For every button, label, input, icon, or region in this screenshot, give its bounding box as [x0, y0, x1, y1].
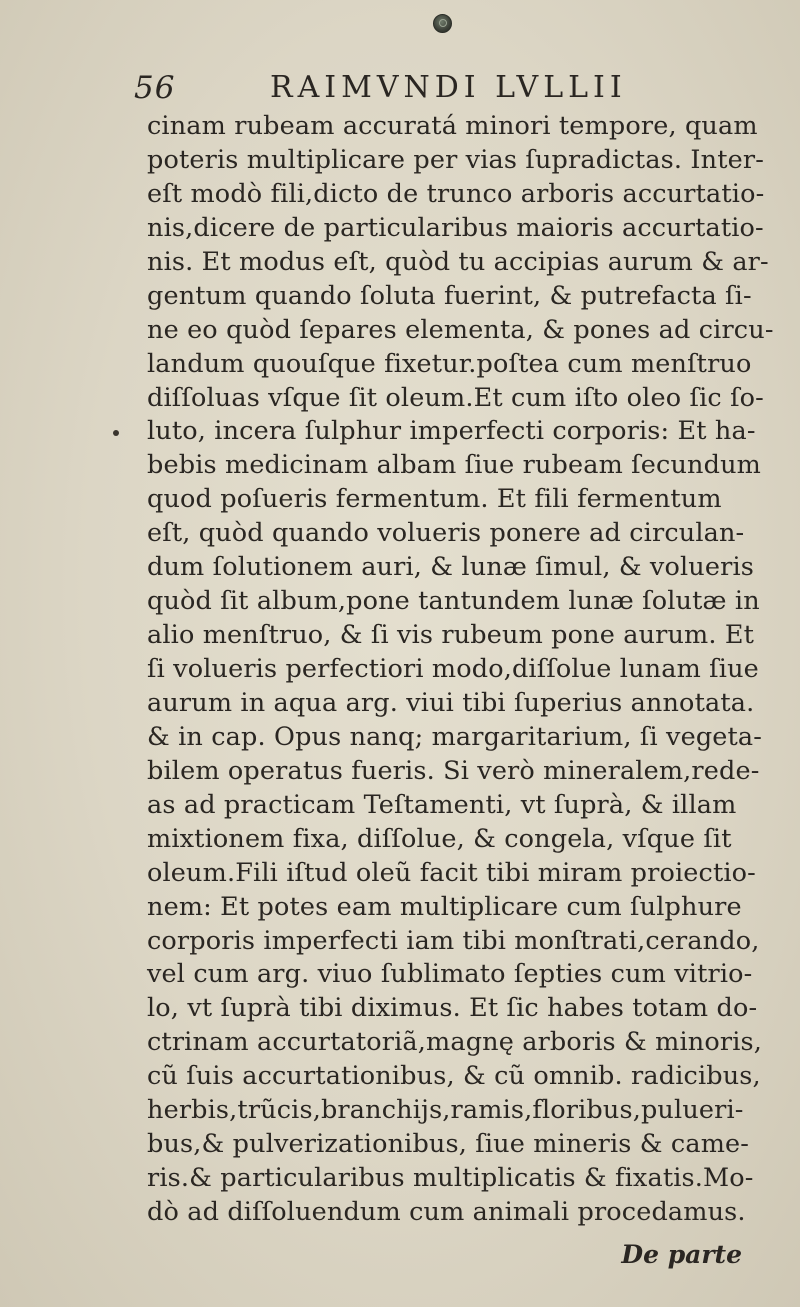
text-line: cinam rubeam accuratá minori tempore, quam	[147, 111, 758, 141]
text-line: quòd ſit album,pone tantundem lunæ ſolutæ in	[147, 586, 760, 617]
text-line: diſſoluas vſque ſit oleum.Et cum iſto oleo ſic ſo-	[147, 382, 764, 413]
text-line: aurum in aqua arg. viui tibi ſuperius annotata.	[147, 687, 755, 718]
text-line: oleum.Fili iſtud oleũ facit tibi miram proiectio-	[147, 857, 756, 888]
text-line: as ad practicam Teſtamenti, vt ſuprà, & illam	[147, 789, 737, 820]
margin-mark	[113, 430, 119, 436]
text-line: dum ſolutionem auri, & lunæ ſimul, & volueris	[147, 552, 754, 583]
text-line: bebis medicinam albam ſiue rubeam ſecundum	[147, 450, 761, 481]
text-line: nis,dicere de particularibus maioris accurtatio-	[147, 212, 764, 243]
text-line: eſt modò fili,dicto de trunco arboris accurtatio-	[147, 178, 765, 209]
text-line: ctrinam accurtatoriã,magnę arboris & minoris,	[147, 1027, 763, 1058]
text-line: alio menſtruo, & ſi vis rubeum pone aurum. Et	[147, 620, 755, 651]
text-line: eſt, quòd quando volueris ponere ad circulan-	[147, 518, 745, 549]
library-stamp-icon	[433, 14, 452, 33]
text-line: ne eo quòd ſepares elementa, & pones ad circu-	[147, 314, 774, 345]
text-line: lo, vt ſuprà tibi diximus. Et ſic habes totam do-	[147, 993, 758, 1024]
body-text	[147, 110, 774, 1230]
text-line: poteris multiplicare per vias ſupradictas. Inter-	[147, 144, 764, 175]
text-line: bus,& pulverizationibus, ſiue mineris & came-	[147, 1129, 750, 1160]
text-line: nis. Et modus eſt, quòd tu accipias aurum & ar-	[147, 246, 769, 277]
catchword: De parte	[621, 1240, 742, 1269]
text-line: dò ad diſſoluendum cum animali procedamus.	[147, 1197, 746, 1227]
text-line: luto, incera ſulphur imperfecti corporis: Et ha-	[147, 416, 756, 447]
page-number: 56	[134, 70, 176, 106]
running-head: RAIMVNDI LVLLII	[270, 70, 627, 105]
text-line: nem: Et potes eam multiplicare cum ſulphure	[147, 891, 742, 922]
text-line: & in cap. Opus nanq; margaritarium, ſi vegeta-	[147, 721, 763, 752]
text-line: ſi volueris perfectiori modo,diſſolue lunam ſiue	[147, 654, 759, 684]
text-line: herbis,trũcis,branchijs,ramis,floribus,pulueri-	[147, 1095, 744, 1126]
page-header	[134, 70, 674, 110]
text-line: corporis imperfecti iam tibi monſtrati,cerando,	[147, 925, 760, 956]
text-line: cũ ſuis accurtationibus, & cũ omnib. radicibus,	[147, 1061, 761, 1092]
text-line: gentum quando ſoluta fuerint, & putrefacta ſi-	[147, 280, 752, 311]
text-line: landum quouſque fixetur.poſtea cum menſtruo	[147, 348, 752, 379]
text-line: bilem operatus fueris. Si verò mineralem,rede-	[147, 755, 760, 786]
text-line: mixtionem fixa, diſſolue, & congela, vſque ſit	[147, 823, 732, 854]
text-line: vel cum arg. viuo ſublimato ſepties cum vitrio-	[147, 959, 753, 990]
text-line: ris.& particularibus multiplicatis & fixatis.Mo-	[147, 1163, 754, 1194]
text-line: quod poſueris fermentum. Et fili fermentum	[147, 484, 722, 515]
